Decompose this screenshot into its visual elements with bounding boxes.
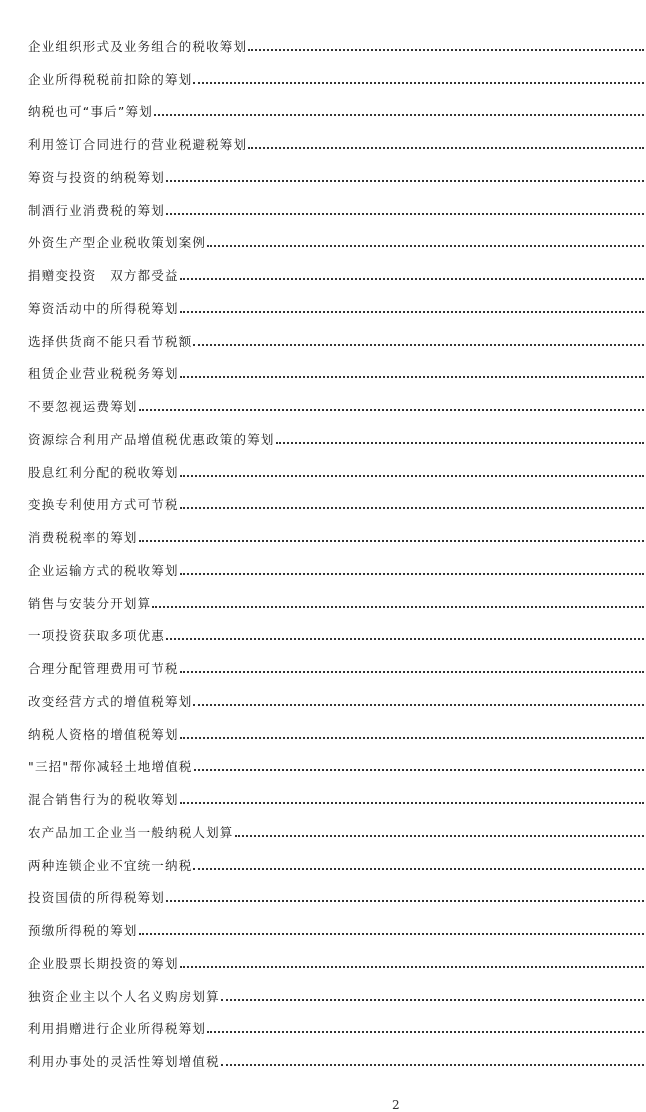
toc-entry xyxy=(28,612,646,645)
toc-entry xyxy=(28,317,646,350)
dot-leader xyxy=(180,278,644,280)
dot-leader xyxy=(276,442,644,444)
toc-entry xyxy=(28,55,646,88)
toc-entry xyxy=(28,22,646,55)
toc-entry xyxy=(28,219,646,252)
dot-leader xyxy=(180,737,644,739)
dot-leader xyxy=(193,868,644,870)
toc-entry-title: 一项投资获取多项优惠 xyxy=(28,628,166,644)
toc-entry xyxy=(28,972,646,1005)
toc-entry xyxy=(28,382,646,415)
toc-entry xyxy=(28,808,646,841)
dot-leader xyxy=(193,704,644,706)
dot-leader xyxy=(139,409,644,411)
dot-leader xyxy=(207,245,644,247)
table-of-contents xyxy=(28,22,646,1070)
dot-leader xyxy=(235,835,644,837)
toc-entry xyxy=(28,513,646,546)
toc-entry xyxy=(28,120,646,153)
dot-leader xyxy=(194,769,644,771)
toc-entry-title: 纳税也可“事后”筹划 xyxy=(28,104,153,120)
toc-entry-title: 股息红利分配的税收筹划 xyxy=(28,464,179,480)
toc-entry xyxy=(28,644,646,677)
toc-entry-title: "三招"帮你减轻土地增值税 xyxy=(28,759,193,775)
toc-entry-title: 预缴所得税的筹划 xyxy=(28,923,138,938)
dot-leader xyxy=(221,1064,644,1066)
toc-entry xyxy=(28,186,646,219)
dot-leader xyxy=(193,82,644,84)
toc-entry-title: 变换专利使用方式可节税 xyxy=(28,497,179,513)
toc-entry xyxy=(28,1005,646,1038)
toc-entry-title: 企业股票长期投资的筹划 xyxy=(28,955,179,971)
page-number: 2 xyxy=(392,1098,400,1112)
toc-entry xyxy=(28,481,646,514)
dot-leader xyxy=(152,606,644,608)
toc-entry xyxy=(28,88,646,121)
toc-entry xyxy=(28,939,646,972)
toc-entry-title: 利用签订合同进行的营业税避税筹划 xyxy=(28,137,248,152)
toc-entry-title: 改变经营方式的增值税筹划 xyxy=(28,693,193,709)
dot-leader xyxy=(180,311,644,313)
toc-entry-title: 利用捐赠进行企业所得税筹划 xyxy=(28,1021,207,1037)
toc-entry-title: 选择供货商不能只看节税额 xyxy=(28,333,193,349)
toc-entry xyxy=(28,284,646,317)
dot-leader xyxy=(139,540,644,542)
toc-entry-title: 筹资活动中的所得税筹划 xyxy=(28,300,179,316)
toc-entry xyxy=(28,677,646,710)
toc-entry xyxy=(28,874,646,907)
dot-leader xyxy=(221,999,644,1001)
toc-entry-title: 租赁企业营业税税务筹划 xyxy=(28,366,179,382)
toc-entry-title: 混合销售行为的税收筹划 xyxy=(28,792,179,807)
toc-entry-title: 企业所得税税前扣除的筹划 xyxy=(28,71,193,87)
dot-leader xyxy=(180,475,644,477)
toc-entry-title: 纳税人资格的增值税筹划 xyxy=(28,726,179,742)
toc-entry xyxy=(28,841,646,874)
toc-entry-title: 外资生产型企业税收策划案例 xyxy=(28,235,207,251)
toc-entry xyxy=(28,710,646,743)
dot-leader xyxy=(166,180,644,182)
dot-leader xyxy=(154,114,644,116)
toc-entry-title: 农产品加工企业当一般纳税人划算 xyxy=(28,824,234,840)
toc-entry xyxy=(28,153,646,186)
dot-leader xyxy=(166,213,644,215)
toc-entry-title: 利用办事处的灵活性筹划增值税 xyxy=(28,1054,220,1069)
toc-entry-title: 企业组织形式及业务组合的税收筹划 xyxy=(28,38,248,54)
dot-leader xyxy=(248,147,644,149)
toc-entry-title: 筹资与投资的纳税筹划 xyxy=(28,169,166,185)
toc-entry-title: 独资企业主以个人名义购房划算 xyxy=(28,988,220,1004)
dot-leader xyxy=(180,671,644,673)
toc-entry xyxy=(28,546,646,579)
dot-leader xyxy=(139,933,644,935)
toc-entry xyxy=(28,350,646,383)
toc-entry xyxy=(28,415,646,448)
dot-leader xyxy=(180,507,644,509)
toc-entry xyxy=(28,1037,646,1070)
toc-entry-title: 不要忽视运费筹划 xyxy=(28,399,138,414)
toc-entry-title: 两种连锁企业不宜统一纳税 xyxy=(28,857,193,873)
toc-entry-title: 资源综合利用产品增值税优惠政策的筹划 xyxy=(28,431,275,447)
dot-leader xyxy=(180,573,644,575)
toc-entry xyxy=(28,743,646,776)
toc-entry-title: 企业运输方式的税收筹划 xyxy=(28,562,179,578)
dot-leader xyxy=(180,802,644,804)
dot-leader xyxy=(180,966,644,968)
toc-entry-title: 合理分配管理费用可节税 xyxy=(28,661,179,676)
toc-entry xyxy=(28,251,646,284)
toc-entry xyxy=(28,579,646,612)
dot-leader xyxy=(193,344,644,346)
dot-leader xyxy=(166,900,644,902)
dot-leader xyxy=(207,1031,644,1033)
dot-leader xyxy=(180,376,644,378)
dot-leader xyxy=(166,638,644,640)
toc-entry xyxy=(28,775,646,808)
toc-entry-title: 投资国债的所得税筹划 xyxy=(28,890,166,906)
dot-leader xyxy=(248,49,644,51)
toc-entry-title: 捐赠变投资 双方都受益 xyxy=(28,268,179,283)
toc-entry-title: 消费税税率的筹划 xyxy=(28,530,138,545)
toc-entry xyxy=(28,906,646,939)
toc-entry-title: 销售与安装分开划算 xyxy=(28,595,152,611)
toc-entry-title: 制酒行业消费税的筹划 xyxy=(28,202,166,218)
toc-entry xyxy=(28,448,646,481)
